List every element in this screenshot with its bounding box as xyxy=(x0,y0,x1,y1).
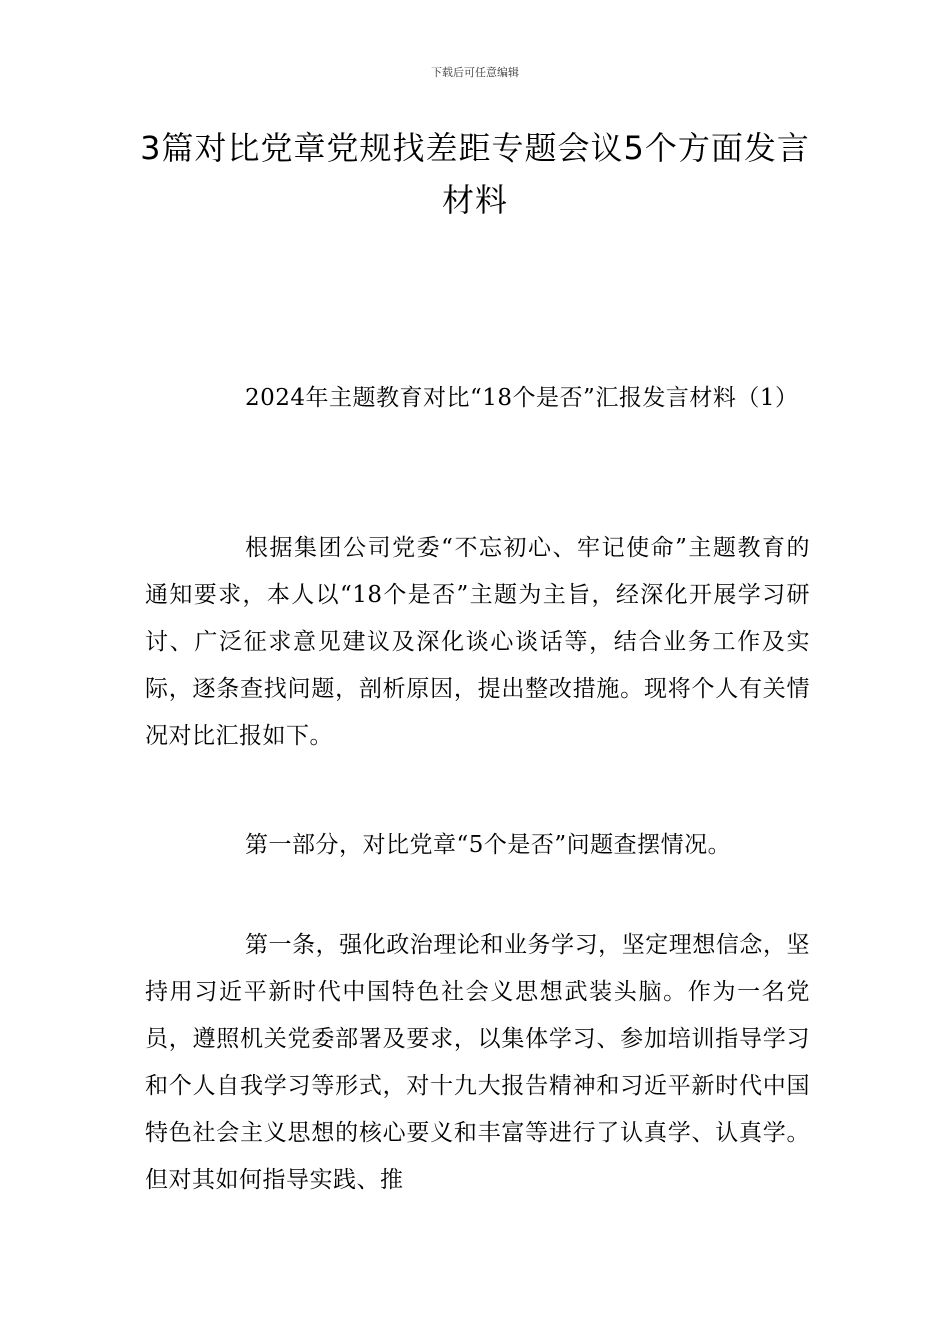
document-title: 3篇对比党章党规找差距专题会议5个方面发言材料 xyxy=(140,129,810,219)
paragraph-subtitle: 2024年主题教育对比“18个是否”汇报发言材料（1） xyxy=(245,385,799,411)
header-note: 下载后可任意编辑 xyxy=(431,66,519,79)
paragraph-intro: 根据集团公司党委“不忘初心、牢记使命”主题教育的通知要求，本人以“18个是否”主题为主旨，经深化开展学习研讨、广泛征求意见建议及深化谈心谈话等，结合业务工作及实际，逐条查找问题，剖析原因，提出整改措施。现将个人有关情况对比汇报如下。 xyxy=(145,535,810,749)
paragraph-article-one: 第一条，强化政治理论和业务学习，坚定理想信念，坚持用习近平新时代中国特色社会义思想武装头脑。作为一名党员，遵照机关党委部署及要求，以集体学习、参加培训指导学习和个人自我学习等形式，对十九大报告精神和习近平新时代中国特色社会主义思想的核心要义和丰富等进行了认真学、认真学。但对其如何指导实践、推 xyxy=(145,932,810,1193)
paragraph-section-heading: 第一部分，对比党章“5个是否”问题查摆情况。 xyxy=(245,832,732,858)
